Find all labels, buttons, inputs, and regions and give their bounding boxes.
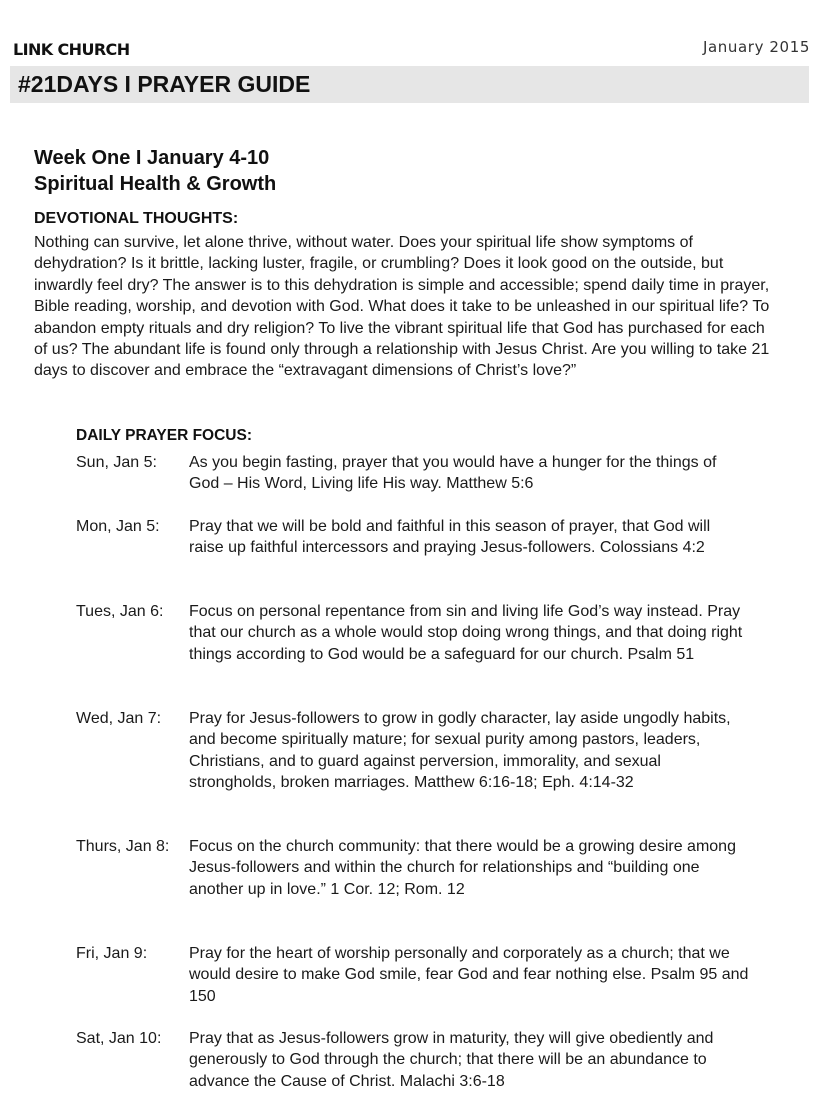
entry-text: Pray that we will be bold and faithful in this season of prayer, that God will raise up faithful intercessors and praying Jesus-followers. Colossians 4:2 <box>189 518 711 557</box>
entry-day: Mon, Jan 5: <box>76 518 160 535</box>
entry-text: Pray that as Jesus-followers grow in maturity, they will give obediently and generously to God through the church; that there will be an abundance to advance the Cause of Christ. Malachi 3:6-18 <box>189 1030 714 1090</box>
title-banner <box>10 66 809 103</box>
entry-day: Tues, Jan 6: <box>76 603 164 620</box>
entry-day: Thurs, Jan 8: <box>76 838 170 855</box>
entry-day: Sun, Jan 5: <box>76 454 157 471</box>
entry-text: As you begin fasting, prayer that you would have a hunger for the things of God – His Word, Living life His way. Matthew 5:6 <box>189 454 717 493</box>
week-heading <box>34 145 276 197</box>
entry-text: Focus on the church community: that there would be a growing desire among Jesus-followers and within the church for relationships and “building one another up in love.” 1 Cor. 12; Rom. 12 <box>189 838 736 898</box>
devotional-heading: DEVOTIONAL THOUGHTS: <box>34 210 239 227</box>
devotional-body: Nothing can survive, let alone thrive, without water. Does your spiritual life show symptoms of dehydration? Is it brittle, lacking luster, fragile, or crumbling? Does it look good on the outside, but inwardly feel dry? The answer is to this dehydration is simple and accessible; spend daily time in prayer, Bible reading, worship, and devotion with God. What does it take to be unleashed in our spiritual life? To abandon empty rituals and dry religion? To live the vibrant spiritual life that God has purchased for each of us? The abundant life is found only through a relationship with Jesus Christ. Are you willing to take 21 days to discover and embrace the “extravagant dimensions of Christ’s love?” <box>34 234 770 380</box>
week-theme: Spiritual Health & Growth <box>34 173 277 195</box>
entry-day: Sat, Jan 10: <box>76 1030 162 1047</box>
page-title: #21DAYS I PRAYER GUIDE <box>18 71 311 97</box>
church-name: LINK CHURCH <box>13 40 130 59</box>
entry-day: Fri, Jan 9: <box>76 945 148 962</box>
guide-date: January 2015 <box>702 38 810 56</box>
prayer-entry-thurs <box>76 836 756 900</box>
entry-text: Pray for the heart of worship personally and corporately as a church; that we would desire to make God smile, fear God and fear nothing else. Psalm 95 and 150 <box>189 945 749 1005</box>
prayer-focus-heading: DAILY PRAYER FOCUS: <box>76 427 252 444</box>
prayer-entry-sat <box>76 1028 756 1092</box>
entry-day: Wed, Jan 7: <box>76 710 162 727</box>
prayer-entry-tues <box>76 601 756 665</box>
prayer-entry-fri <box>76 943 756 1007</box>
week-dates: Week One I January 4-10 <box>34 147 270 169</box>
prayer-entry-mon <box>76 516 756 559</box>
prayer-entry-sun <box>76 452 756 495</box>
entry-text: Pray for Jesus-followers to grow in godly character, lay aside ungodly habits, and become spiritually mature; for sexual purity among pastors, leaders, Christians, and to guard against perversion, immorality, and sexual strongholds, broken marriages. Matthew 6:16-18; Eph. 4:14-32 <box>189 710 731 792</box>
entry-text: Focus on personal repentance from sin and living life God’s way instead. Pray that our church as a whole would stop doing wrong things, and that doing right things according to God would be a safeguard for our church. Psalm 51 <box>189 603 743 663</box>
prayer-entry-wed <box>76 708 756 794</box>
